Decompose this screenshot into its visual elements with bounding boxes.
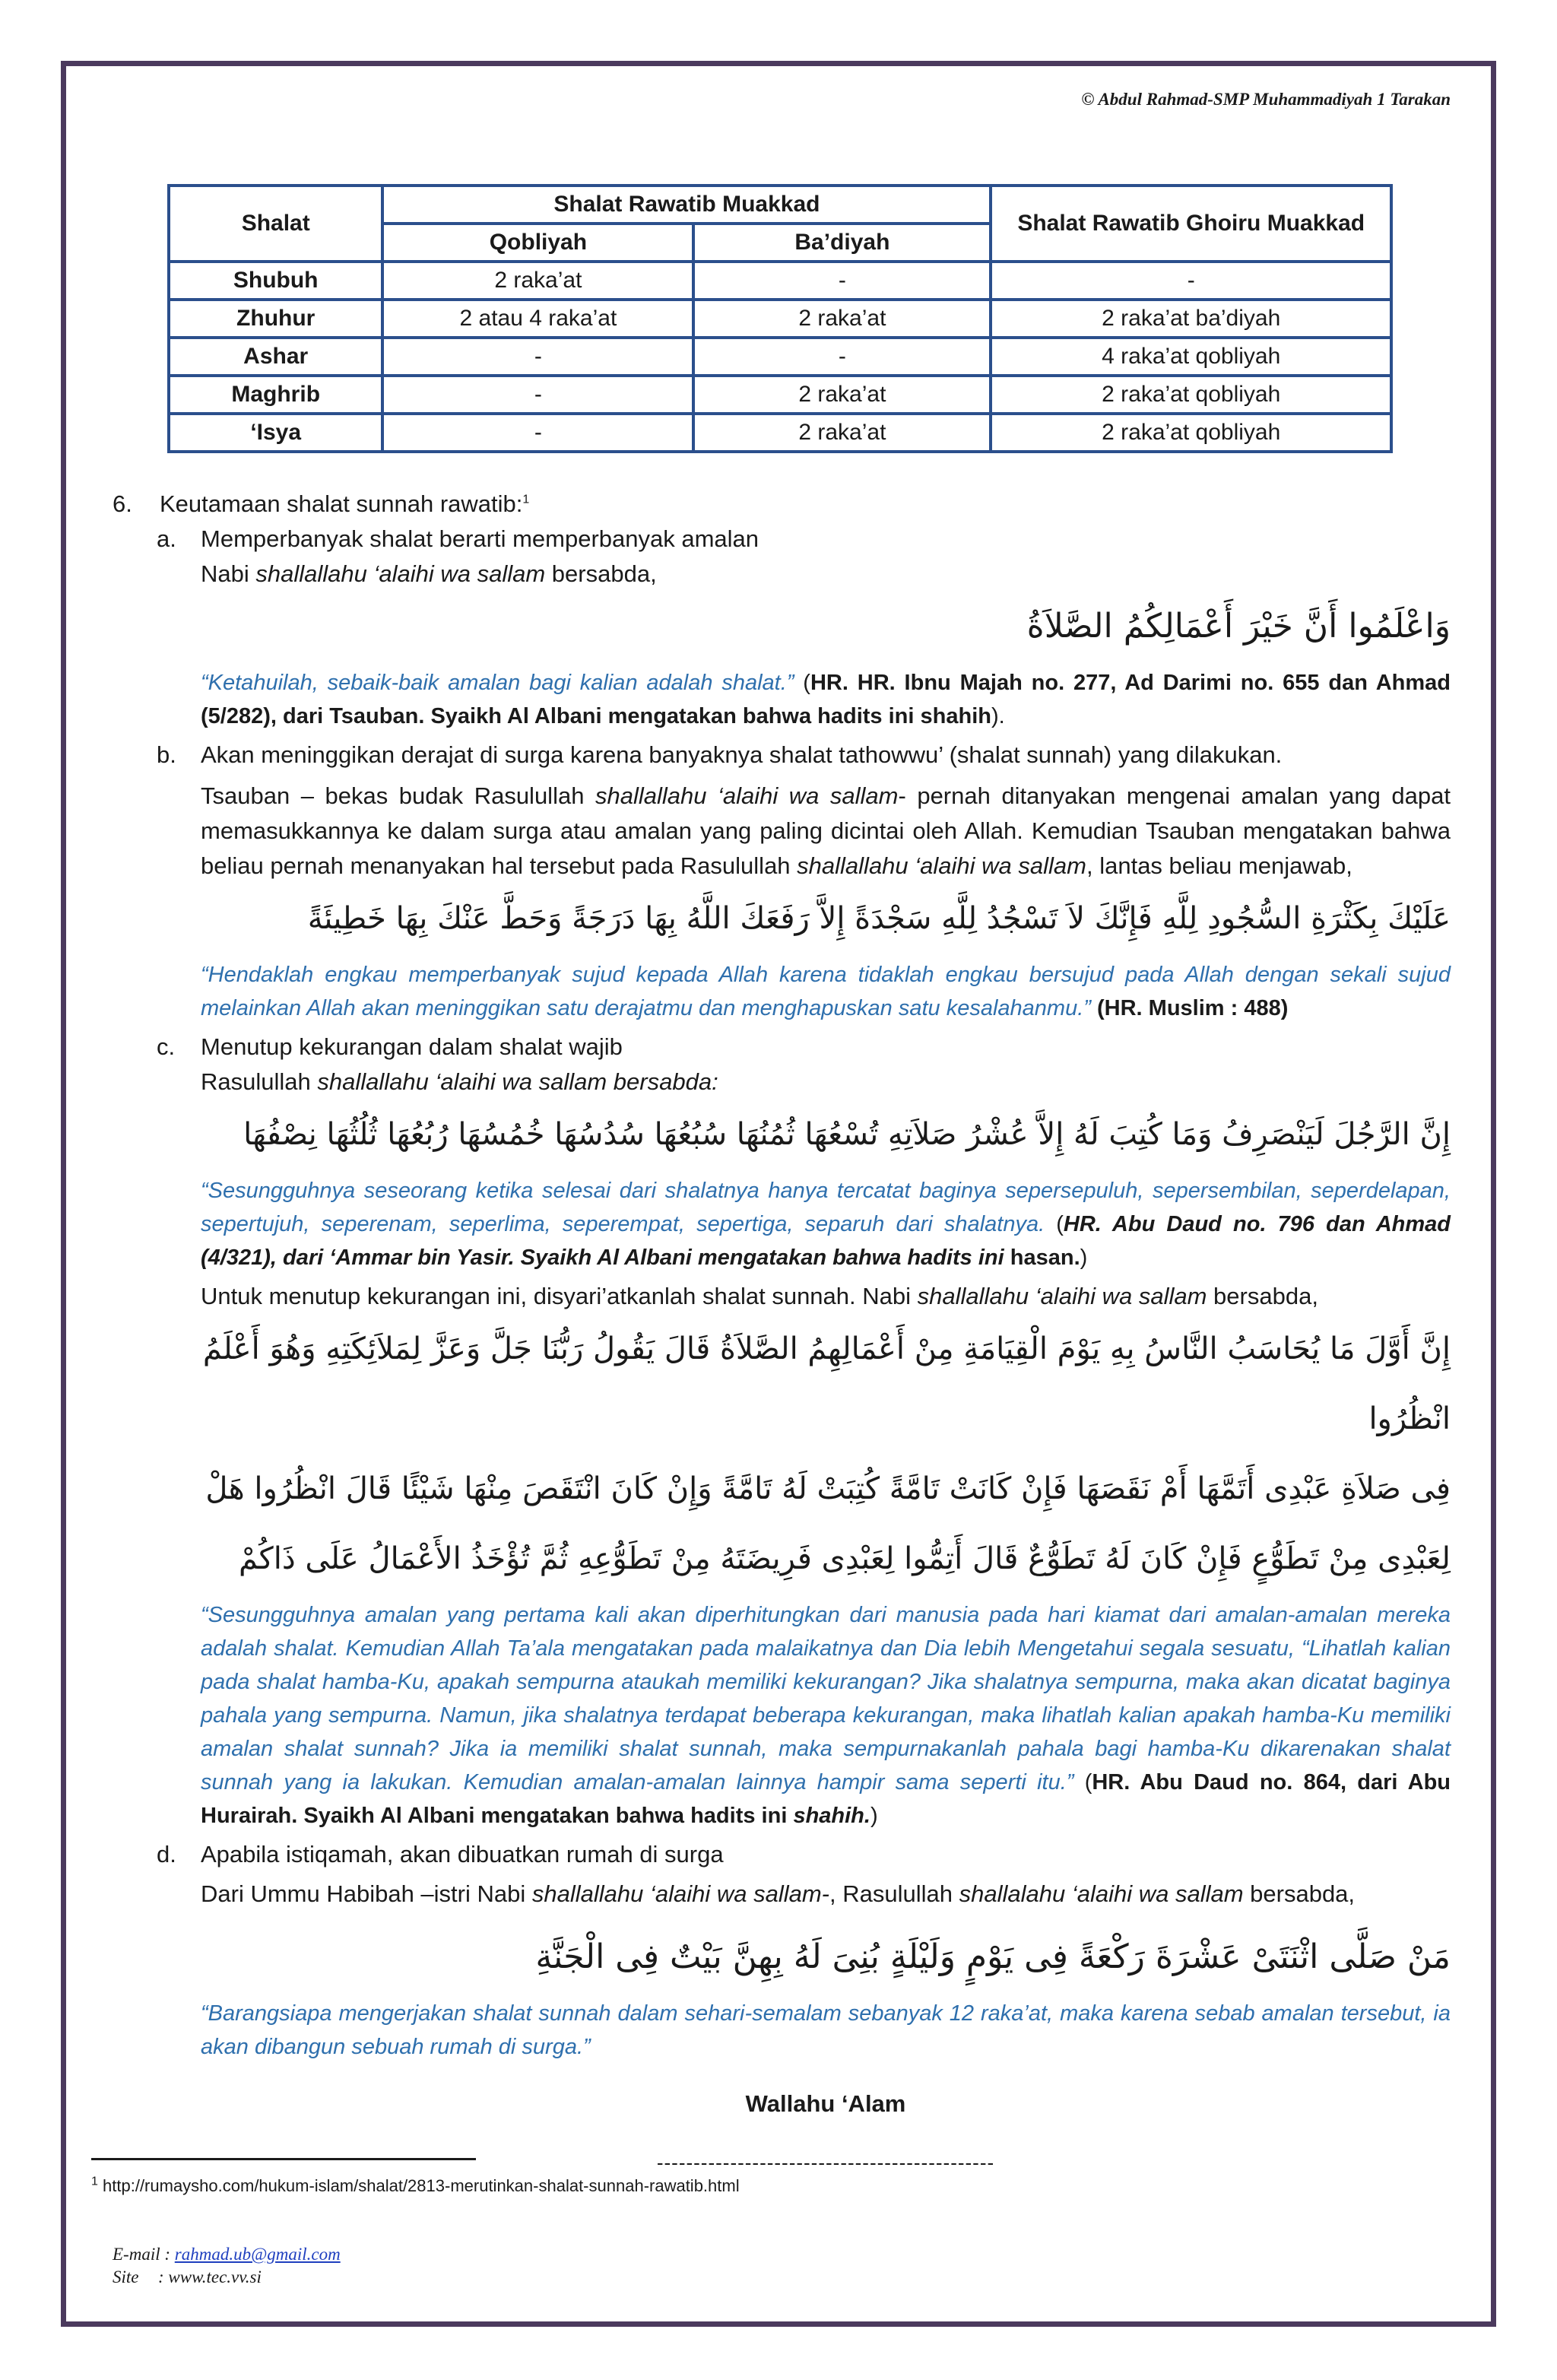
cell-qobliyah: 2 atau 4 raka’at [382,300,693,338]
email-link[interactable]: rahmad.ub@gmail.com [174,2245,341,2264]
intro-italic: shallallahu ‘alaihi wa sallam bersabda: [317,1068,718,1095]
table-row [169,338,1391,376]
item-a-intro [113,557,1451,592]
hadith-arabic-c2-line1: إِنَّ أَوَّلَ مَا يُحَاسَبُ النَّاسُ بِهِ يَوْمَ الْقِيَامَةِ مِنْ أَعْمَالِهِمُ الصَّلاَةُ قَالَ يَقُولُ رَبُّنَا جَلَّ وَعَزَّ لِمَلاَئِكَتِهِ وَهُوَ أَعْلَمُ انْظُرُوا [202,1331,1451,1436]
item-title: Apabila istiqamah, akan dibuatkan rumah di surga [201,1841,724,1868]
translation-c2 [113,1598,1451,1833]
row-name: ‘Isya [169,414,382,452]
cell-ghoiru: 4 raka’at qobliyah [991,338,1391,376]
paragraph-italic: shallallahu ‘alaihi wa sallam [595,782,899,809]
item-title: Akan meninggikan derajat di surga karena banyaknya shalat tathowwu’ (shalat sunnah) yang dilakukan. [201,741,1283,768]
item-letter: b. [157,741,176,768]
item-b-paragraph [113,779,1451,884]
item-c-intro [113,1065,1451,1100]
item-c-paragraph [113,1279,1451,1314]
cell-ghoiru: - [991,262,1391,300]
intro-text: Rasulullah [201,1068,318,1095]
row-name: Zhuhur [169,300,382,338]
paragraph-italic: shallallahu ‘alaihi wa sallam [797,852,1086,879]
translation-text: “Ketahuilah, sebaik-baik amalan bagi kalian adalah shalat.” [201,671,794,695]
site-label: Site [113,2267,139,2286]
translation-a [113,666,1451,733]
item-title: Memperbanyak shalat berarti memperbanyak amalan [201,525,759,552]
hadith-reference: (HR. Muslim : 488) [1097,996,1289,1020]
hadith-grade: shahih [920,704,991,728]
header-badiyah: Ba’diyah [693,224,991,262]
row-name: Ashar [169,338,382,376]
header-shalat: Shalat [169,186,382,262]
hadith-arabic-c2-line3: لِعَبْدِى مِنْ تَطَوُّعٍ فَإِنْ كَانَ لَهُ تَطَوُّعٌ قَالَ أَتِمُّوا لِعَبْدِى فَرِيضَتَهُ مِنْ تَطَوُّعِهِ ثُمَّ تُؤْخَذُ الأَعْمَالُ عَلَى ذَاكُمْ [239,1541,1451,1576]
ref-close: ) [1080,1246,1088,1270]
row-name: Shubuh [169,262,382,300]
hadith-reference: HR. HR. Ibnu Majah no. 277, Ad Darimi no. 655 dan Ahmad (5/282), dari Tsauban. Syaikh Al Albani mengatakan bahwa hadits ini [201,671,1451,728]
table-row [169,300,1391,338]
copyright-header: © Abdul Rahmad-SMP Muhammadiyah 1 Tarakan [1081,90,1451,109]
footnote-ref: 1 [522,493,530,506]
cell-ghoiru: 2 raka’at qobliyah [991,414,1391,452]
hadith-grade: shahih. [793,1804,870,1828]
paragraph-text: bersabda, [1207,1283,1318,1309]
ref-close: ). [991,704,1005,728]
intro-text-end: bersabda, [545,560,657,587]
paragraph-italic: shallallahu ‘alaihi wa sallam [917,1283,1207,1309]
ref-close: ) [870,1804,878,1828]
cell-ghoiru: 2 raka’at ba’diyah [991,300,1391,338]
header-muakkad: Shalat Rawatib Muakkad [382,186,991,224]
table-row [169,414,1391,452]
paragraph-text: , lantas beliau menjawab, [1086,852,1352,879]
footnote [91,2176,740,2196]
paragraph-italic: shallalahu ‘alaihi wa sallam [959,1880,1244,1907]
email-line [113,2243,341,2266]
rawatib-table [167,184,1393,453]
item-b-title [113,738,1451,773]
cell-qobliyah: - [382,376,693,414]
header-ghoiru-muakkad: Shalat Rawatib Ghoiru Muakkad [991,186,1391,262]
hadith-reference: HR. Abu Daud no. 796 dan Ahmad (4/321), dari ‘Ammar bin Yasir. Syaikh Al Albani mengatakan bahwa hadits ini [201,1212,1451,1270]
translation-text: “Sesungguhnya seseorang ketika selesai dari shalatnya hanya tercatat baginya sepersepuluh, sepersembilan, seperdelapan, sepertujuh, seperenam, seperlima, seperempat, sepertiga, separuh dari shalatnya. [201,1179,1451,1236]
paragraph-text: - pernah ditanyakan mengenai amalan yang dapat memasukkannya ke dalam surga atau amalan yang paling dicintai oleh Allah. Kemudian Tsauban mengatakan bahwa beliau pernah menanyakan hal tersebut pada Rasulullah [201,782,1451,879]
hadith-arabic-c1: إِنَّ الرَّجُلَ لَيَنْصَرِفُ وَمَا كُتِبَ لَهُ إِلاَّ عُشْرُ صَلاَتِهِ تُسْعُهَا ثُمُنُهَا سُبُعُهَا سُدُسُهَا خُمُسُهَا رُبُعُهَا ثُلُثُهَا نِصْفُهَا [243,1117,1451,1152]
cell-qobliyah: - [382,414,693,452]
intro-text: Nabi [201,560,256,587]
paragraph-text: Untuk menutup kekurangan ini, disyari’atkanlah shalat sunnah. Nabi [201,1283,918,1309]
cell-badiyah: - [693,338,991,376]
cell-badiyah: 2 raka’at [693,414,991,452]
cell-badiyah: 2 raka’at [693,376,991,414]
translation-text: “Hendaklah engkau memperbanyak sujud kepada Allah karena tidaklah engkau bersujud pada Allah dengan sekali sujud melainkan Allah akan meninggikan satu derajatmu dan menghapuskan satu kesalahanmu.” [201,963,1451,1020]
closing-phrase: Wallahu ‘Alam [745,2090,906,2117]
paragraph-text: , Rasulullah [829,1880,959,1907]
item-c-title [113,1030,1451,1065]
section-6-heading [113,487,1451,522]
hadith-arabic-b: عَلَيْكَ بِكَثْرَةِ السُّجُودِ لِلَّهِ فَإِنَّكَ لاَ تَسْجُدُ لِلَّهِ سَجْدَةً إِلاَّ رَفَعَكَ اللَّهُ بِهَا دَرَجَةً وَحَطَّ عَنْكَ بِهَا خَطِيئَةً [307,901,1451,936]
paragraph-text: bersabda, [1243,1880,1356,1907]
table-header-row [169,186,1391,224]
translation-d [113,1997,1451,2064]
item-title: Menutup kekurangan dalam shalat wajib [201,1033,623,1060]
hadith-reference: HR. Abu Daud no. 864, dari Abu Hurairah. Syaikh Al Albani mengatakan bahwa hadits ini [201,1770,1451,1828]
cell-badiyah: 2 raka’at [693,300,991,338]
table-row [169,262,1391,300]
section-title: Keutamaan shalat sunnah rawatib: [160,490,523,517]
item-letter: a. [157,525,176,552]
ref-open: ( [1045,1212,1064,1236]
hadith-grade: hasan. [1010,1246,1080,1270]
cell-ghoiru: 2 raka’at qobliyah [991,376,1391,414]
footnote-divider [91,2158,476,2160]
paragraph-text: Tsauban – bekas budak Rasulullah [201,782,595,809]
item-d-paragraph [113,1877,1451,1912]
section-number: 6. [113,490,132,517]
paragraph-text: Dari Ummu Habibah –istri Nabi [201,1880,532,1907]
hadith-arabic-d: مَنْ صَلَّى اثْنَتَىْ عَشْرَةَ رَكْعَةً فِى يَوْمٍ وَلَيْلَةٍ بُنِىَ لَهُ بِهِنَّ بَيْتٌ فِى الْجَنَّةِ [535,1937,1451,1976]
cell-badiyah: - [693,262,991,300]
translation-c1 [113,1174,1451,1274]
item-a-title [113,522,1451,557]
cell-qobliyah: - [382,338,693,376]
main-content [113,487,1451,2200]
paragraph-italic: shallallahu ‘alaihi wa sallam- [531,1880,830,1907]
site-url: : www.tec.vv.si [158,2267,262,2286]
email-label: E-mail : [113,2245,175,2264]
intro-italic: shallallahu ‘alaihi wa sallam [255,560,546,587]
site-line [113,2266,341,2289]
item-d-title [113,1837,1451,1872]
header-qobliyah: Qobliyah [382,224,693,262]
hadith-arabic-c2-line2: فِى صَلاَةِ عَبْدِى أَتَمَّهَا أَمْ نَقَصَهَا فَإِنْ كَانَتْ تَامَّةً كُتِبَتْ لَهُ تَامَّةً وَإِنْ كَانَ انْتَقَصَ مِنْهَا شَيْئًا قَالَ انْظُرُوا هَلْ [205,1471,1451,1506]
hadith-arabic-a: وَاعْلَمُوا أَنَّ خَيْرَ أَعْمَالِكُمُ الصَّلاَةُ [1026,607,1451,646]
ref-open: ( [1073,1770,1092,1795]
item-letter: d. [157,1841,176,1868]
footnote-url: http://rumaysho.com/hukum-islam/shalat/2813-merutinkan-shalat-sunnah-rawatib.html [97,2176,740,2195]
translation-text: “Barangsiapa mengerjakan shalat sunnah dalam sehari-semalam sebanyak 12 raka’at, maka karena sebab amalan tersebut, ia akan dibangun sebuah rumah di surga.” [201,2001,1451,2059]
cell-qobliyah: 2 raka’at [382,262,693,300]
separator-dashes: ---------------------------------------------- [656,2151,995,2174]
translation-b [113,958,1451,1025]
item-letter: c. [157,1033,176,1060]
row-name: Maghrib [169,376,382,414]
footnote-mark: 1 [91,2175,98,2188]
translation-text: “Sesungguhnya amalan yang pertama kali akan diperhitungkan dari manusia pada hari kiamat dari amalan-amalan mereka adalah shalat. Kemudian Allah Ta’ala mengatakan pada malaikatnya dan Dia lebih Mengetahui segala sesuatu, “Lihatlah kalian pada shalat hamba-Ku, apakah sempurna ataukah memiliki kekurangan? Jika shalatnya sempurna, maka akan dicatat baginya pahala yang sempurna. Namun, jika shalatnya terdapat beberapa kekurangan, maka lihatlah kalian apakah hamba-Ku memiliki amalan shalat sunnah? Jika ia memiliki shalat sunnah, maka sempurnakanlah pahala bagi hamba-Ku dikarenakan shalat sunnah yang ia lakukan. Kemudian amalan-amalan lainnya hampir sama seperti itu.” [201,1603,1451,1795]
table-row [169,376,1391,414]
ref-open: ( [794,671,810,695]
contact-info [113,2243,341,2289]
